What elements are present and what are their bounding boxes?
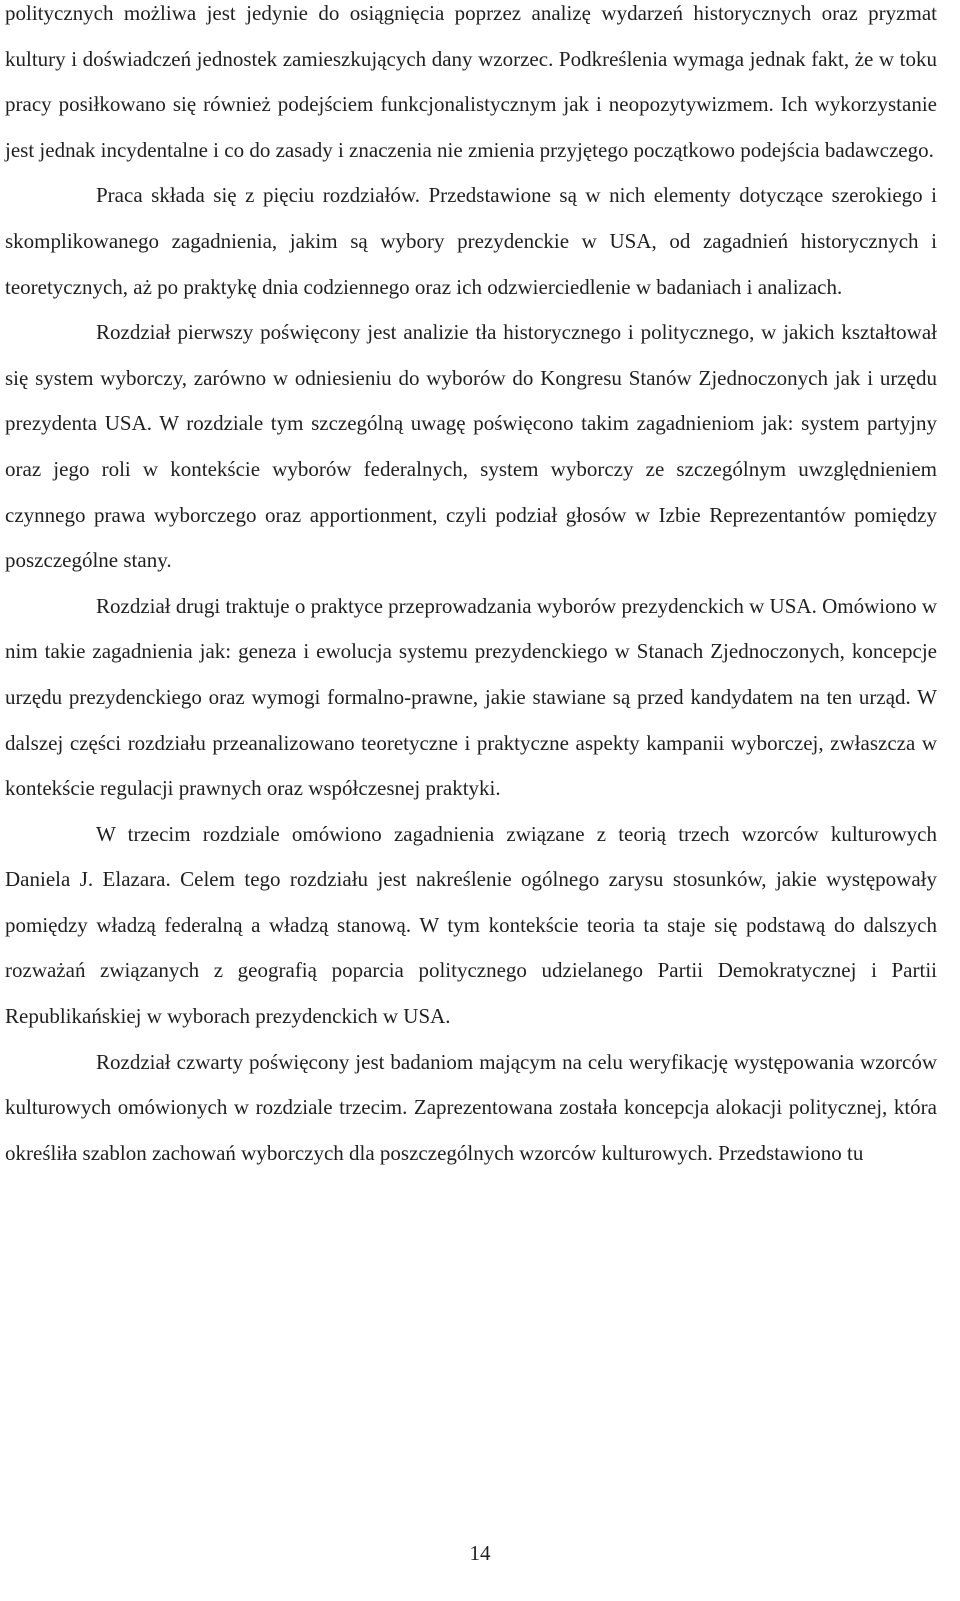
paragraph-1: politycznych możliwa jest jedynie do osiągnięcia poprzez analizę wydarzeń historycznych oraz pryzmat kultury i doświadczeń jednostek zamieszkujących dany wzorzec. Podkreślenia wymaga jednak fakt, że w toku pracy posiłkowano się również podejściem funkcjonalistycznym jak i neopozytywizmem. Ich wykorzystanie jest jednak incydentalne i co do zasady i znaczenia nie zmienia przyjętego początkowo podejścia badawczego. xyxy=(5,1,937,162)
paragraph-6: Rozdział czwarty poświęcony jest badaniom mającym na celu weryfikację występowania wzorców kulturowych omówionych w rozdziale trzecim. Zaprezentowana została koncepcja alokacji politycznej, która określiła szablon zachowań wyborczych dla poszczególnych wzorców kulturowych. Przedstawiono tu xyxy=(5,1049,937,1165)
document-page xyxy=(5,0,937,1176)
paragraph-4: Rozdział drugi traktuje o praktyce przeprowadzania wyborów prezydenckich w USA. Omówiono w nim takie zagadnienia jak: geneza i ewolucja systemu prezydenckiego w Stanach Zjednoczonych, koncepcje urzędu prezydenckiego oraz wymogi formalno-prawne, jakie stawiane są przed kandydatem na ten urząd. W dalszej części rozdziału przeanalizowano teoretyczne i praktyczne aspekty kampanii wyborczej, zwłaszcza w kontekście regulacji prawnych oraz współczesnej praktyki. xyxy=(5,593,937,801)
paragraph-3: Rozdział pierwszy poświęcony jest analizie tła historycznego i politycznego, w jakich kształtował się system wyborczy, zarówno w odniesieniu do wyborów do Kongresu Stanów Zjednoczonych jak i urzędu prezydenta USA. W rozdziale tym szczególną uwagę poświęcono takim zagadnieniom jak: system partyjny oraz jego roli w kontekście wyborów federalnych, system wyborczy ze szczególnym uwzględnieniem czynnego prawa wyborczego oraz apportionment, czyli podział głosów w Izbie Reprezentantów pomiędzy poszczególne stany. xyxy=(5,320,937,573)
paragraph-2: Praca składa się z pięciu rozdziałów. Przedstawione są w nich elementy dotyczące szerokiego i skomplikowanego zagadnienia, jakim są wybory prezydenckie w USA, od zagadnień historycznych i teoretycznych, aż po praktykę dnia codziennego oraz ich odzwierciedlenie w badaniach i analizach. xyxy=(5,183,937,299)
paragraph-5: W trzecim rozdziale omówiono zagadnienia związane z teorią trzech wzorców kulturowych Daniela J. Elazara. Celem tego rozdziału jest nakreślenie ogólnego zarysu stosunków, jakie występowały pomiędzy władzą federalną a władzą stanową. W tym kontekście teoria ta staje się podstawą do dalszych rozważań związanych z geografią poparcia politycznego udzielanego Partii Demokratycznej i Partii Republikańskiej w wyborach prezydenckich w USA. xyxy=(5,821,937,1029)
page-number: 14 xyxy=(469,1541,491,1565)
